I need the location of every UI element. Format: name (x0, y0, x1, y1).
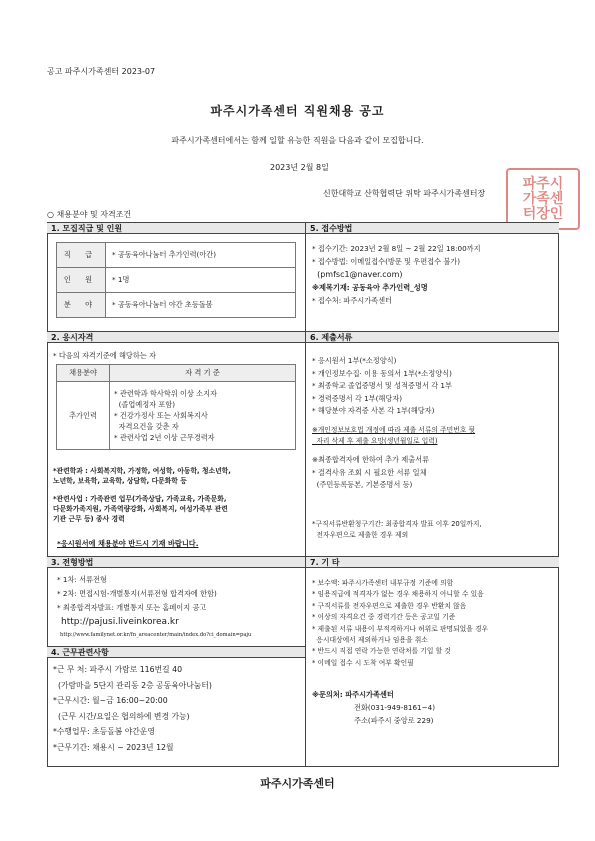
document-number: 공고 파주시가족센터 2023-07 (47, 67, 156, 76)
column-divider (305, 222, 306, 767)
contact-label: ※문의처: 파주시가족센터 (312, 690, 394, 699)
qualification-table: 채용분야 자 격 기 준 추가인력 * 관련학과 학사학위 이상 소지자 (졸업예정자 포함) * 건강가정사 또는 사회복지사 자격요건을 갖춘 자 * 관련사업 2년 이상 근무경력자 (56, 364, 296, 450)
familynet-link[interactable]: http://www.familynet.or.kr/fn_areacenter/main/index.do?ci_domain=paju (60, 632, 252, 638)
s7-header: 7. 기 타 (306, 556, 559, 568)
position-table (56, 242, 296, 318)
s2-header: 2. 응시자격 (47, 331, 305, 343)
intro-text: 파주시가족센터에서는 함께 일할 유능한 직원을 다음과 같이 모집합니다. (171, 136, 424, 145)
s2-emphasis: *응시원서에 채용분야 반드시 기재 바랍니다. (57, 539, 199, 548)
s6-header: 6. 제출서류 (306, 331, 559, 343)
contact-address: 주소(파주시 중앙로 229) (354, 716, 434, 725)
announcement-date: 2023년 2월 8일 (270, 163, 329, 172)
homepage-link[interactable]: http://pajusi.liveinkorea.kr (61, 617, 179, 627)
section-heading: ○ 채용분야 및 자격조건 (47, 210, 132, 219)
footer-organization: 파주시가족센터 (260, 777, 335, 790)
table-row: 직 급 * 공동육아나눔터 추가인력(아간) (57, 243, 296, 268)
s4-header: 4. 근무관련사항 (47, 646, 305, 658)
official-seal: 파주시 가족센 터장인 (506, 168, 580, 230)
page-title: 파주시가족센터 직원채용 공고 (210, 104, 385, 118)
s1-header: 1. 모집직급 및 인원 (47, 222, 305, 234)
s2-note: * 다음의 자격기준에 해당하는 자 (53, 351, 156, 360)
s5-header: 5. 접수방법 (306, 222, 559, 234)
contact-phone: 전화(031-949-8161~4) (354, 703, 436, 712)
table-row: 분 야 * 공동육아나눔터 야간 초등돌봄 (57, 293, 296, 318)
issuing-organization: 신한대학교 산학협력단 위탁 파주시가족센터장 (323, 189, 486, 198)
table-row: 인 원 * 1명 (57, 268, 296, 293)
email-address[interactable]: (pmfsc1@naver.com) (312, 270, 403, 279)
s3-header: 3. 전형방법 (47, 556, 305, 568)
